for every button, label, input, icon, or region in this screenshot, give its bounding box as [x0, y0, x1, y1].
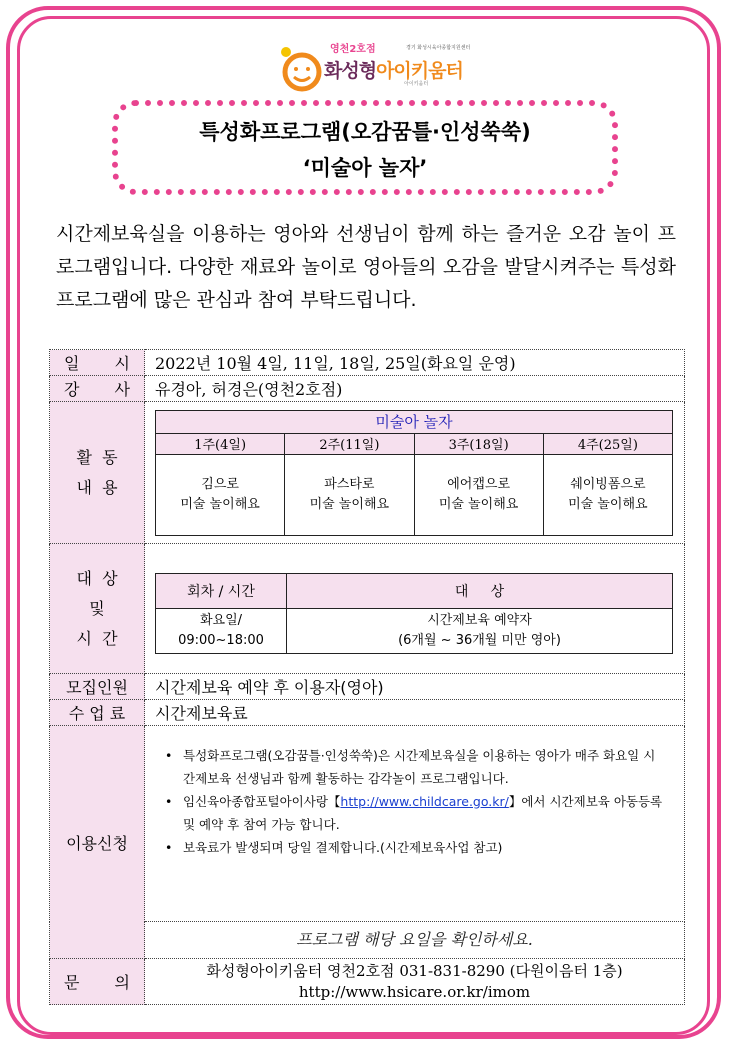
target-col2-head: 대 상 — [287, 574, 673, 609]
activity-header: 미술아 놀자 — [156, 410, 673, 433]
week-4: 4주(25일) — [543, 433, 672, 454]
label-activity: 활 동 내 용 — [50, 402, 145, 544]
logo-sub: 아이키움터 — [404, 81, 429, 87]
row-activity — [50, 402, 685, 544]
label-target: 대 상 및 시 간 — [50, 544, 145, 674]
row-instructor — [50, 376, 685, 402]
activity-2: 파스타로 미술 놀이해요 — [285, 454, 414, 535]
row-contact — [50, 959, 685, 1005]
logo — [278, 34, 478, 94]
apply-list — [145, 744, 684, 859]
row-apply-note — [50, 922, 685, 959]
intro-paragraph: 시간제보육실을 이용하는 영아와 선생님이 함께 하는 즐거운 오감 놀이 프로그램입니다. 다양한 재료와 놀이로 영아들의 오감을 발달시켜주는 특성화 프로그램에 많은 관심과 참여 부탁드립니다. — [56, 223, 676, 311]
info-table — [49, 349, 685, 1005]
row-target — [50, 544, 685, 674]
title-line2: ‘미술아 놀자’ — [302, 156, 428, 180]
label-instructor: 강 사 — [50, 376, 145, 402]
target-col1-head: 회차 / 시간 — [156, 574, 287, 609]
title-box — [112, 100, 618, 195]
contact-cell — [145, 959, 685, 1005]
contact-line1: 화성형아이키움터 영천2호점 031-831-8290 (다원이음터 1층) — [206, 961, 623, 980]
apply-cell — [145, 726, 685, 922]
target-cell — [145, 544, 685, 674]
apply-bullet-1: • 특성화프로그램(오감꿈틀·인성쑥쑥)은 시간제보육실을 이용하는 영아가 매주 화요일 시간제보육 선생님과 함께 활동하는 감각놀이 프로그램입니다. — [165, 744, 666, 790]
title-line1: 특성화프로그램(오감꿈틀·인성쑥쑥) — [199, 120, 531, 144]
activity-3: 에어캡으로 미술 놀이해요 — [414, 454, 543, 535]
week-1: 1주(4일) — [156, 433, 285, 454]
label-recruit: 모집인원 — [50, 674, 145, 700]
activity-4: 쉐이빙폼으로 미술 놀이해요 — [543, 454, 672, 535]
label-date: 일 시 — [50, 350, 145, 376]
value-date: 2022년 10월 4일, 11일, 18일, 25일(화요일 운영) — [145, 350, 685, 376]
sun-face-icon — [278, 44, 326, 92]
target-time: 화요일/ 09:00~18:00 — [156, 609, 287, 654]
childcare-link[interactable]: http://www.childcare.go.kr/ — [340, 794, 509, 809]
row-fee — [50, 700, 685, 726]
label-fee: 수 업 료 — [50, 700, 145, 726]
activity-table — [155, 410, 673, 536]
activity-cell — [145, 402, 685, 544]
week-2: 2주(11일) — [285, 433, 414, 454]
row-recruit — [50, 674, 685, 700]
row-date — [50, 350, 685, 376]
apply-bullet-3: • 보육료가 발생되며 당일 결제합니다.(시간제보육사업 참고) — [165, 836, 666, 859]
apply-note: 프로그램 해당 요일을 확인하세요. — [145, 922, 685, 959]
logo-org: 경기 화성시육아종합지원센터 — [406, 45, 471, 51]
logo-name: 화성형아이키움터 — [324, 60, 463, 82]
contact-url[interactable]: http://www.hsicare.or.kr/imom — [298, 982, 531, 1001]
value-instructor: 유경아, 허경은(영천2호점) — [145, 376, 685, 402]
target-audience: 시간제보육 예약자 (6개월 ~ 36개월 미만 영아) — [287, 609, 673, 654]
target-table — [155, 573, 673, 654]
activity-1: 김으로 미술 놀이해요 — [156, 454, 285, 535]
logo-branch: 영천2호점 — [330, 44, 376, 55]
apply-bullet-2: • 임신육아종합포털아이사랑【http://www.childcare.go.kr/】에서 시간제보육 아동등록 및 예약 후 참여 가능 합니다. — [165, 790, 666, 836]
week-3: 3주(18일) — [414, 433, 543, 454]
label-apply: 이용신청 — [50, 726, 145, 959]
label-contact: 문 의 — [50, 959, 145, 1005]
row-apply-info — [50, 726, 685, 922]
value-recruit: 시간제보육 예약 후 이용자(영아) — [145, 674, 685, 700]
value-fee: 시간제보육료 — [145, 700, 685, 726]
